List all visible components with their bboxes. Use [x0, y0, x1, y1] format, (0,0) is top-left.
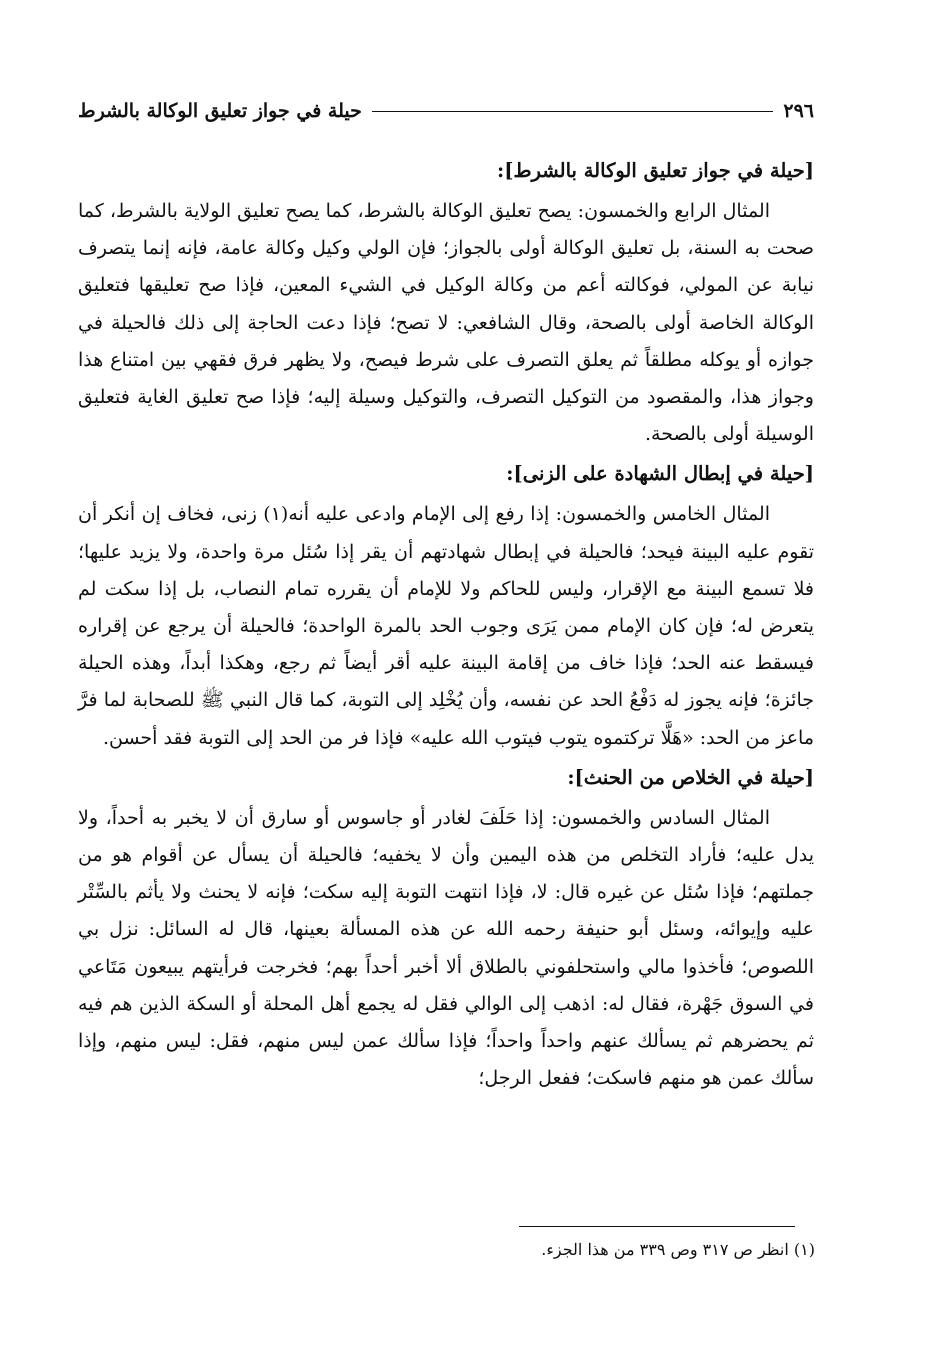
section-heading: [حيلة في جواز تعليق الوكالة بالشرط]:	[497, 159, 814, 182]
footnote: (١) انظر ص ٣١٧ وص ٣٣٩ من هذا الجزء.	[541, 1240, 815, 1259]
section-paragraph: المثال الرابع والخمسون: يصح تعليق الوكالة بالشرط، كما يصح تعليق الولاية بالشرط، كما صحت به السنة، بل تعليق الوكالة أولى بالجواز؛ فإن الولي وكيل وكالة عامة، فإنه إنما يتصرف نيابة عن المولي، فوكالته أعم من وكالة الوكيل في الشيء المعين، فإذا صح تعليقها فتعليق الوكالة الخاصة أولى بالصحة، وقال الشافعي: لا تصح؛ فإذا دعت الحاجة إلى ذلك فالحيلة في جوازه أو يوكله مطلقاً ثم يعلق التصرف على شرط فيصح، ولا يظهر فرق فقهي بين امتناع هذا وجواز هذا، والمقصود من التوكيل التصرف، والتوكيل وسيلة إليه؛ فإذا صح تعليق الغاية فتعليق الوسيلة أولى بالصحة.	[78, 200, 814, 446]
footnote-separator	[519, 1226, 795, 1227]
section-paragraph: المثال السادس والخمسون: إذا حَلَفَ لغادر أو جاسوس أو سارق أن لا يخبر به أحداً، ولا يدل عليه؛ فأراد التخلص من هذه اليمين وأن لا يخفيه؛ فالحيلة أن يسأل عن أقوام هو من جملتهم؛ فإذا سُئل عن غيره قال: لا، فإذا انتهت التوبة إليه سكت؛ فإنه لا يحنث ولا يأثم بالسِّتْر عليه وإيوائه، وسئل أبو حنيفة رحمه الله عن هذه المسألة بعينها، قال له السائل: نزل بي اللصوص؛ فأخذوا مالي واستحلفوني بالطلاق ألا أخبر أحداً بهم؛ فخرجت فرأيتهم يبيعون مَتَاعي في السوق جَهْرة، فقال له: اذهب إلى الوالي فقل له يجمع أهل المحلة أو السكة الذين هم فيه ثم يحضرهم ثم يسألك عنهم واحداً واحداً؛ فإذا سألك عمن ليس منهم، فقل: ليس منهم، وإذا سألك عمن هو منهم فاسكت؛ ففعل الرجل؛	[78, 806, 814, 1090]
section-wakala	[78, 152, 814, 453]
page-number: ٢٩٦	[783, 100, 814, 122]
page-body	[78, 150, 814, 1097]
page-header	[78, 94, 814, 128]
header-rule	[372, 111, 774, 112]
section-paragraph: المثال الخامس والخمسون: إذا رفع إلى الإمام وادعى عليه أنه(١) زنى، فخاف إن أنكر أن تقوم عليه البينة فيحد؛ فالحيلة في إبطال شهادتهم أن يقر إذا سُئل مرة واحدة، ولا يزيد عليها؛ فلا تسمع البينة مع الإقرار، وليس للحاكم ولا للإمام أن يقرره تمام النصاب، بل إذا سكت لم يتعرض له؛ فإن كان الإمام ممن يَرَى وجوب الحد بالمرة الواحدة؛ فالحيلة أن يرجع عن إقراره فيسقط عنه الحد؛ فإذا خاف من إقامة البينة عليه أقر أيضاً ثم رجع، وهكذا أبداً، وهذه الحيلة جائزة؛ فإنه يجوز له دَفْعُ الحد عن نفسه، وأن يُخْلِد إلى التوبة، كما قال النبي ﷺ للصحابة لما فرَّ ماعز من الحد: «هَلَّا تركتموه يتوب فيتوب الله عليه» فإذا فر من الحد إلى التوبة فقد أحسن.	[78, 503, 814, 749]
section-heading: [حيلة في إبطال الشهادة على الزنى]:	[506, 462, 814, 486]
section-hinth	[78, 759, 814, 1098]
running-title: حيلة في جواز تعليق الوكالة بالشرط	[78, 100, 362, 122]
section-heading: [حيلة في الخلاص من الحنث]:	[567, 765, 814, 789]
section-shahada	[78, 455, 814, 756]
